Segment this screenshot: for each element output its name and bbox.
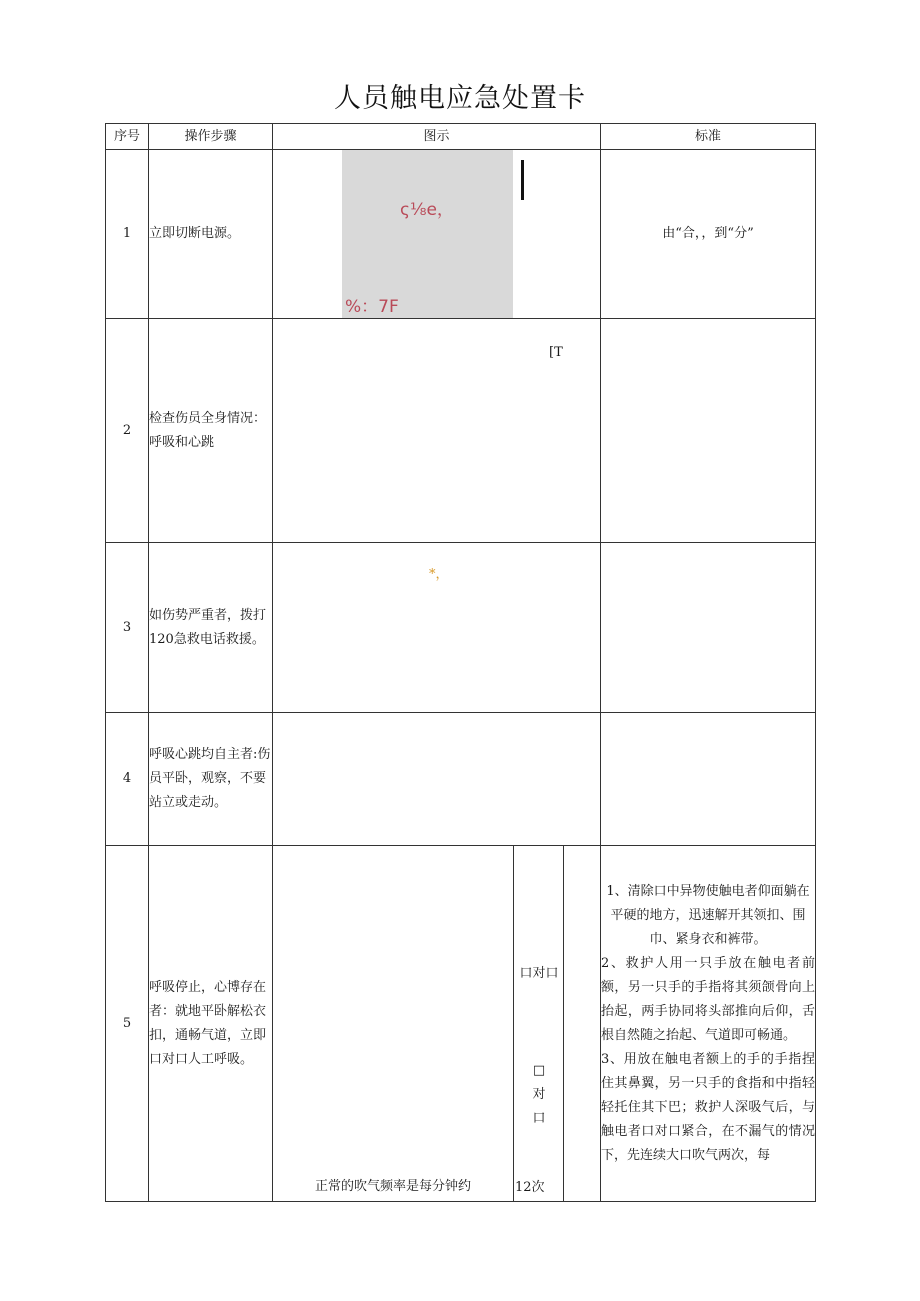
page-title: 人员触电应急处置卡	[334, 83, 586, 114]
header-figure: 图示	[273, 124, 601, 150]
header-steps: 操作步骤	[149, 124, 273, 150]
standard-text	[601, 713, 816, 846]
standard-item: 1、清除口中异物使触电者仰面躺在平硬的地方，迅速解开其领扣、围巾、紧身衣和裤带。	[606, 883, 810, 947]
figure-image	[342, 150, 513, 318]
figure-caption-bottom: %：7F	[345, 297, 399, 317]
row-number: 2	[106, 319, 149, 543]
mouth-to-mouth-kou: 口	[532, 1111, 546, 1126]
step-text: 立即切断电源。	[149, 150, 273, 319]
figure-caption-top: ς⅛e，	[400, 200, 454, 220]
standard-text	[601, 543, 816, 713]
figure-cell	[273, 713, 601, 846]
row-number: 3	[106, 543, 149, 713]
standard-item: 2、救护人用一只手放在触电者前额，另一只手的手指将其须颌骨向上抬起，两手协同将头部推向后仰，舌根自然随之抬起、气道即可畅通。	[601, 955, 816, 1043]
table-row	[106, 150, 816, 319]
figure-cell	[273, 319, 601, 543]
mouth-to-mouth-label: 口对口	[519, 966, 559, 981]
figure-caption: 正常的吹气频率是每分钟约	[314, 1179, 471, 1194]
step-text: 呼吸心跳均自主者:伤员平卧，观察，不要站立或走动。	[149, 713, 273, 846]
table-row	[106, 543, 816, 713]
standard-text: 由“合，，到“分”	[601, 150, 816, 319]
step-text: 检查伤员全身情况：呼吸和心跳	[149, 319, 273, 543]
table-row	[106, 846, 816, 1202]
step-text: 呼吸停止，心博存在者：就地平卧解松衣扣，通畅气道，立即口对口人工呼吸。	[149, 846, 273, 1202]
standard-item: 3、用放在触电者额上的手的手指捏住其鼻翼，另一只手的食指和中指轻轻托住其下巴；救护人深吸气后，与触电者口对口紧合，在不漏气的情况下，先连续大口吹气两次，每	[601, 1051, 816, 1163]
table-row	[106, 713, 816, 846]
figure-cell	[273, 543, 601, 713]
step-text: 如伤势严重者，拨打120急救电话救援。	[149, 543, 273, 713]
header-row	[106, 124, 816, 150]
empty-cell	[564, 846, 601, 1202]
mouth-to-mouth-dui: 对	[532, 1087, 546, 1102]
header-seq: 序号	[106, 124, 149, 150]
row-number: 1	[106, 150, 149, 319]
row-number: 5	[106, 846, 149, 1202]
mouth-to-mouth-box: □	[532, 1063, 546, 1078]
figure-note: [T	[549, 345, 563, 360]
figure-mark	[521, 160, 524, 200]
figure-cell	[273, 846, 514, 1202]
table-row	[106, 319, 816, 543]
standard-text	[601, 319, 816, 543]
row-number: 4	[106, 713, 149, 846]
breath-count: 12次	[515, 1180, 545, 1195]
emergency-card-table	[105, 123, 816, 1202]
header-standard: 标准	[601, 124, 816, 150]
figure-note: *，	[429, 567, 449, 582]
standard-list	[601, 846, 816, 1202]
figure-cell	[273, 150, 601, 319]
mouth-to-mouth-label-cell	[514, 846, 564, 1202]
